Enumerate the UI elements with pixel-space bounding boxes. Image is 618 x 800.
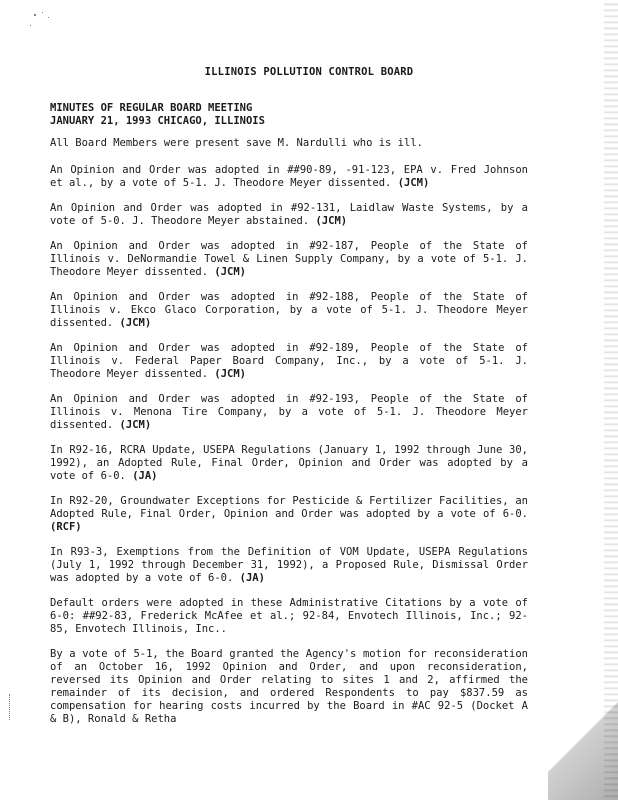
scan-speck xyxy=(42,12,43,13)
paragraph-text: In R92-16, RCRA Update, USEPA Regulations (January 1, 1992 through June 30, 1992), an Adopted Rule, Final Order, Opinion and Order was adopted by a vote of 6-0. xyxy=(50,444,528,482)
paragraph-text: Default orders were adopted in these Administrative Citations by a vote of 6-0: ##92-83, Frederick McAfee et al.; 92-84, Envotech Illinois, Inc.; 92-85, Envotech Illinois, Inc.. xyxy=(50,597,528,635)
paragraph-text: An Opinion and Order was adopted in #92-131, Laidlaw Waste Systems, by a vote of 5-0. J. Theodore Meyer abstained. xyxy=(50,202,528,227)
minutes-title xyxy=(50,102,265,128)
minutes-paragraph xyxy=(50,164,528,190)
author-initials: (JCM) xyxy=(119,317,152,329)
minutes-paragraph xyxy=(50,240,528,279)
scan-corner-shade xyxy=(548,690,618,800)
minutes-title-line2: JANUARY 21, 1993 CHICAGO, ILLINOIS xyxy=(50,115,265,127)
board-heading: ILLINOIS POLLUTION CONTROL BOARD xyxy=(204,66,414,78)
author-initials: (JCM) xyxy=(315,215,348,227)
minutes-paragraph xyxy=(50,495,528,534)
scan-speck xyxy=(34,14,36,16)
paragraph-text: An Opinion and Order was adopted in #92-187, People of the State of Illinois v. DeNormandie Towel & Linen Supply Company, by a vote of 5-1. J. Theodore Meyer dissented. xyxy=(50,240,528,278)
minutes-paragraph xyxy=(50,597,528,636)
minutes-paragraph xyxy=(50,342,528,381)
scan-speck xyxy=(48,17,49,18)
paragraph-text: An Opinion and Order was adopted in ##90-89, -91-123, EPA v. Fred Johnson et al., by a vote of 5-1. J. Theodore Meyer dissented. xyxy=(50,164,528,189)
author-initials: (JCM) xyxy=(214,266,246,278)
minutes-paragraph xyxy=(50,546,528,585)
paragraph-text: An Opinion and Order was adopted in #92-193, People of the State of Illinois v. Menona Tire Company, by a vote of 5-1. J. Theodore Meyer dissented. xyxy=(50,393,528,431)
paragraph-text: All Board Members were present save M. Nardulli who is ill. xyxy=(50,137,423,149)
scan-margin-mark xyxy=(9,694,16,720)
author-initials: (JCM) xyxy=(397,177,430,189)
paragraph-text: In R93-3, Exemptions from the Definition of VOM Update, USEPA Regulations (July 1, 1992 through December 31, 1992), a Proposed Rule, Dismissal Order was adopted by a vote of 6-0. xyxy=(50,546,528,584)
author-initials: (JA) xyxy=(132,470,158,482)
author-initials: (RCF) xyxy=(50,521,82,533)
author-initials: (JA) xyxy=(239,572,265,584)
author-initials: (JCM) xyxy=(214,368,246,380)
paragraph-text: By a vote of 5-1, the Board granted the Agency's motion for reconsideration of an October 16, 1992 Opinion and Order, and upon reconsideration, reversed its Opinion and Order relating to sites 1 and 2, affirmed the remainder of its decision, and ordered Respondents to pay $837.59 as compensation for hearing costs incurred by the Board in #AC 92-5 (Docket A & B), Ronald & Retha xyxy=(50,648,528,725)
author-initials: (JCM) xyxy=(119,419,152,431)
minutes-paragraph xyxy=(50,648,528,726)
paragraph-text: In R92-20, Groundwater Exceptions for Pesticide & Fertilizer Facilities, an Adopted Rule, Final Order, Opinion and Order was adopted by a vote of 6-0. xyxy=(50,495,528,520)
scan-speck xyxy=(30,25,31,26)
paragraph-text: An Opinion and Order was adopted in #92-189, People of the State of Illinois v. Federal Paper Board Company, Inc., by a vote of 5-1. J. Theodore Meyer dissented. xyxy=(50,342,528,380)
scan-edge-noise xyxy=(604,0,618,800)
attendance-paragraph xyxy=(50,137,528,150)
minutes-paragraph xyxy=(50,444,528,483)
minutes-title-line1: MINUTES OF REGULAR BOARD MEETING xyxy=(50,102,253,114)
minutes-paragraph xyxy=(50,291,528,330)
minutes-paragraph xyxy=(50,202,528,228)
paragraph-text: An Opinion and Order was adopted in #92-188, People of the State of Illinois v. Ekco Glaco Corporation, by a vote of 5-1. J. Theodore Meyer dissented. xyxy=(50,291,528,329)
minutes-body xyxy=(50,137,528,738)
minutes-paragraph xyxy=(50,393,528,432)
